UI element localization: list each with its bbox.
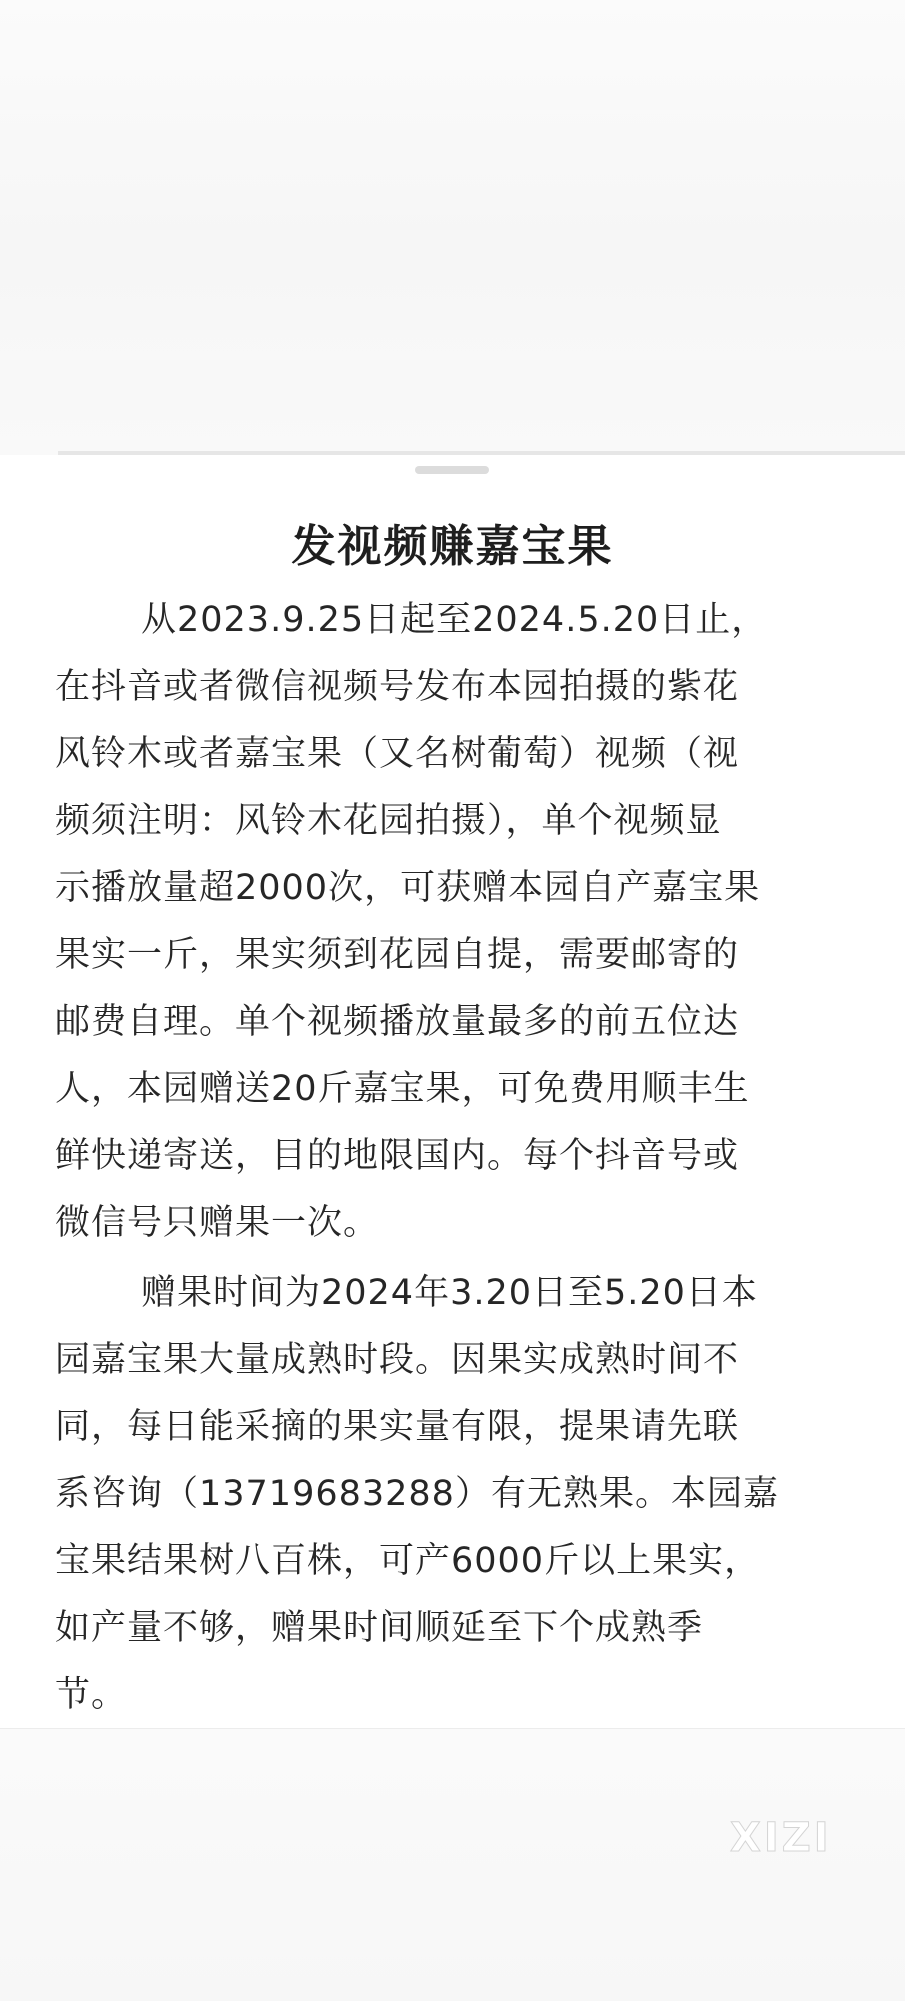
article-paragraph-2: 赠果时间为2024年3.20日至5.20日本 园嘉宝果大量成熟时段。因果实成熟时间不 同，每日能采摘的果实量有限，提果请先联 系咨询（13719683288）有无熟果。本园嘉 宝果结果树八百株，可产6000斤以上果实， 如产量不够，赠果时间顺延至下个成熟季 节。 xyxy=(55,1273,779,1715)
article-paragraph-1: 从2023.9.25日起至2024.5.20日止， 在抖音或者微信视频号发布本园拍摄的紫花 风铃木或者嘉宝果（又名树葡萄）视频（视 频须注明：风铃木花园拍摄），单个视频显 示播放量超2000次，可获赠本园自产嘉宝果 果实一斤，果实须到花园自提，需要邮寄的 邮费自理。单个视频播放量最多的前五位达 人，本园赠送20斤嘉宝果，可免费用顺丰生 鲜快递寄送，目的地限国内。每个抖音号或 微信号只赠果一次。 xyxy=(55,600,768,1243)
blurred-footer-area xyxy=(0,1728,905,2001)
site-watermark: XIZI xyxy=(730,1815,832,1861)
article-title: 发视频赚嘉宝果 xyxy=(291,521,614,572)
